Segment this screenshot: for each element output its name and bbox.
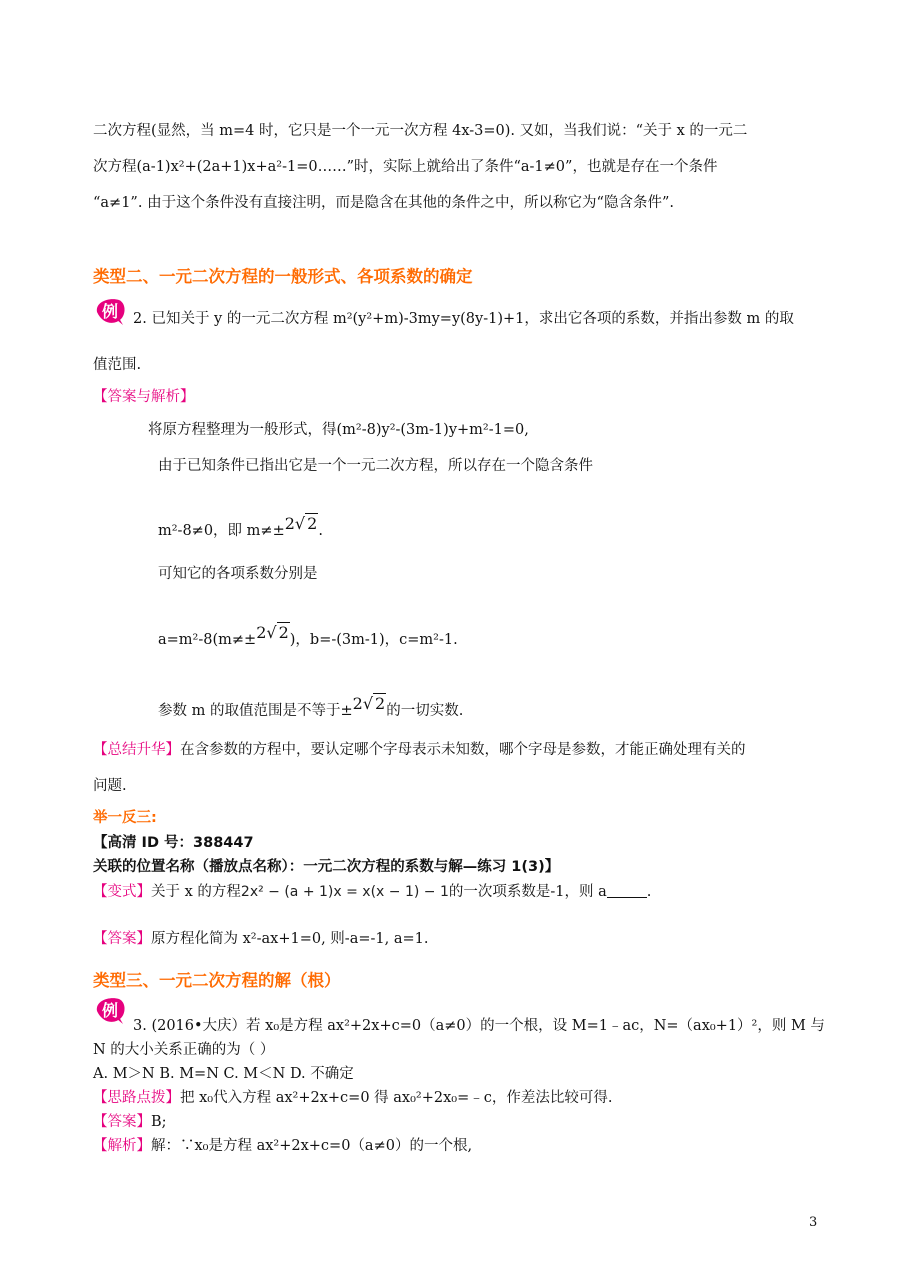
intro-line-1: 二次方程(显然，当 m=4 时，它只是一个一元一次方程 4x-3=0). 又如，当我们说：“关于 x 的一元二	[93, 123, 748, 139]
section-3-title: 类型三、一元二次方程的解（根）	[93, 971, 341, 990]
answer-line-2: 由于已知条件已指出它是一个一元二次方程，所以存在一个隐含条件	[158, 458, 593, 474]
practice-answer-line: 【答案】原方程化简为 x²-ax+1=0, 则-a=-1, a=1.	[93, 931, 429, 947]
answer-line: 【答案】B;	[93, 1114, 167, 1130]
analysis-tag: 【解析】	[93, 1138, 151, 1154]
answer-line-6: 参数 m 的取值范围是不等于±2√ 2的一切实数.	[158, 694, 464, 719]
question-3-line-2: N 的大小关系正确的为（ ）	[93, 1042, 275, 1058]
example-badge-icon	[93, 995, 127, 1025]
practice-title: 举一反三:	[93, 810, 157, 826]
summary-tag: 【总结升华】	[93, 742, 180, 758]
intro-line-2: 次方程(a-1)x²+(2a+1)x+a²-1=0……”时，实际上就给出了条件“a-1≠0”，也就是存在一个条件	[93, 159, 718, 175]
answer-line-5-text: a=m²-8(m≠±	[158, 632, 257, 648]
fill-blank	[607, 885, 647, 898]
example-badge-text: 例	[101, 302, 119, 321]
variant-line: 【变式】关于 x 的方程2x² − (a + 1)x = x(x − 1) − 1的一次项系数是-1，则 a .	[93, 884, 652, 900]
variant-formula: 2x² − (a + 1)x = x(x − 1) − 1	[240, 884, 449, 900]
sqrt-expression: 2√ 2	[256, 623, 289, 642]
summary-line-2: 问题.	[93, 778, 127, 794]
answer-line-3-text: m²-8≠0，即 m≠±	[158, 523, 285, 539]
answer-line-6-text: 参数 m 的取值范围是不等于±	[158, 703, 353, 719]
intro-line-3: “a≠1”. 由于这个条件没有直接注明，而是隐含在其他的条件之中，所以称它为“隐含条件”.	[93, 195, 674, 211]
variant-tag: 【变式】	[93, 884, 151, 900]
question-3-options: A. M＞N B. M=N C. M＜N D. 不确定	[93, 1066, 354, 1082]
sqrt-expression: 2√ 2	[352, 694, 386, 713]
answer-tag: 【答案】	[93, 931, 151, 947]
analysis-line: 【解析】解：∵x₀是方程 ax²+2x+c=0（a≠0）的一个根,	[93, 1138, 473, 1154]
answer-line-4: 可知它的各项系数分别是	[158, 566, 318, 582]
example-badge-icon	[93, 296, 127, 326]
answer-tag: 【答案】	[93, 1114, 151, 1130]
hint-line: 【思路点拨】把 x₀代入方程 ax²+2x+c=0 得 ax₀²+2x₀=﹣c，作差法比较可得.	[93, 1090, 613, 1106]
example-badge-text: 例	[101, 1001, 119, 1020]
hint-tag: 【思路点拨】	[93, 1090, 180, 1106]
summary-line-1: 【总结升华】在含参数的方程中，要认定哪个字母表示未知数，哪个字母是参数，才能正确处理有关的	[93, 742, 746, 758]
answer-analysis-tag: 【答案与解析】	[93, 389, 195, 405]
related-position-line: 关联的位置名称（播放点名称）：一元二次方程的系数与解—练习 1(3)】	[93, 859, 560, 875]
question-2-line-1: 2. 已知关于 y 的一元二次方程 m²(y²+m)-3my=y(8y-1)+1，求出它各项的系数，并指出参数 m 的取	[133, 311, 794, 327]
section-2-title: 类型二、一元二次方程的一般形式、各项系数的确定	[93, 267, 473, 286]
hd-id-line: 【高清 ID 号：388447	[93, 835, 254, 851]
sqrt-expression: 2√ 2	[284, 514, 318, 533]
answer-line-1: 将原方程整理为一般形式，得(m²-8)y²-(3m-1)y+m²-1=0,	[148, 422, 529, 438]
answer-line-3: m²-8≠0，即 m≠±2√ 2.	[158, 514, 323, 539]
question-3-line-1: 3. (2016•大庆）若 x₀是方程 ax²+2x+c=0（a≠0）的一个根，设 M=1﹣ac，N=（ax₀+1）²，则 M 与	[133, 1018, 825, 1034]
question-2-line-2: 值范围.	[93, 357, 142, 373]
answer-line-5: a=m²-8(m≠±2√ 2)，b=-(3m-1)，c=m²-1.	[158, 623, 458, 648]
page-number: 3	[809, 1215, 818, 1230]
